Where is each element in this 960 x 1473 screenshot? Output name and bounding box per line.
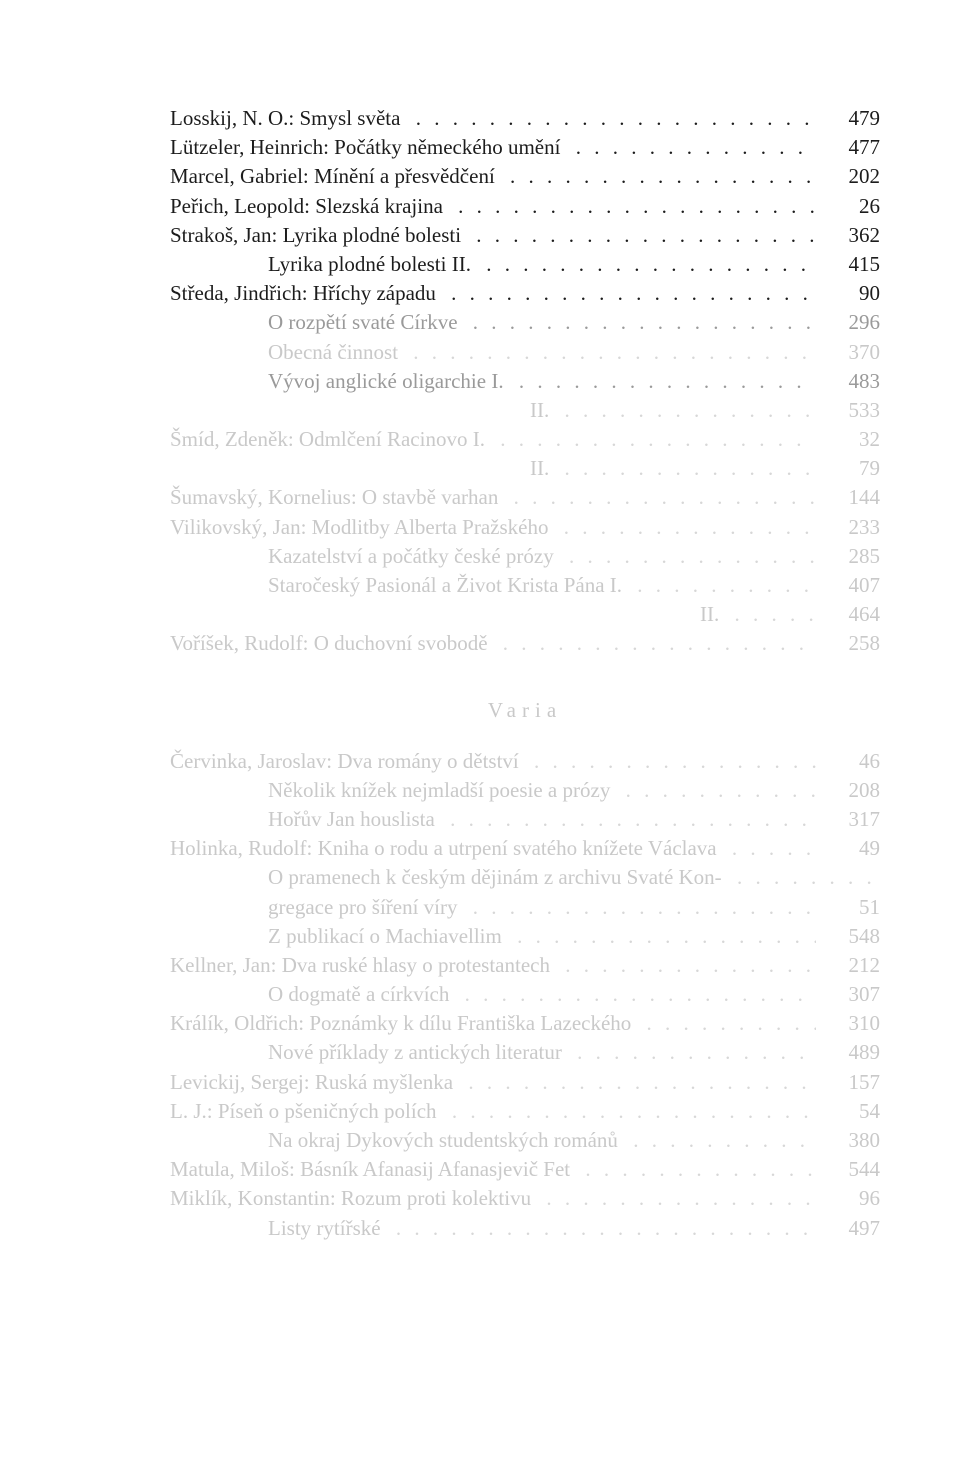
entry-title: II. (530, 456, 555, 480)
entry-title: Voříšek, Rudolf: O duchovní svobodě (170, 631, 494, 655)
page-number: 233 (820, 513, 880, 542)
page-number: 544 (820, 1155, 880, 1184)
varia-entry (170, 1184, 880, 1213)
entry-title: Hořův Jan houslista (268, 807, 441, 831)
varia-entry (170, 1097, 880, 1126)
page-number: 370 (820, 338, 880, 367)
index-entry (170, 104, 880, 133)
entry-title: II. (700, 602, 725, 626)
varia-entry (170, 805, 880, 834)
page-number: 548 (820, 922, 880, 951)
entry-title: Holinka, Rudolf: Kniha o rodu a utrpení svatého knížete Václava (170, 836, 723, 860)
page-number: 415 (820, 250, 880, 279)
page-number: 51 (820, 893, 880, 922)
page-number: 497 (820, 1214, 880, 1243)
index-listing (170, 104, 880, 1243)
entry-title: Šumavský, Kornelius: O stavbě varhan (170, 485, 504, 509)
page-number: 46 (820, 747, 880, 776)
varia-entry (170, 980, 880, 1009)
page-number: 258 (820, 629, 880, 658)
page-number: 380 (820, 1126, 880, 1155)
entry-title: Losskij, N. O.: Smysl světa (170, 106, 406, 130)
page-number: 208 (820, 776, 880, 805)
page-number: 489 (820, 1038, 880, 1067)
entry-title: II. (530, 398, 555, 422)
page-number: 32 (820, 425, 880, 454)
index-entry (170, 250, 880, 279)
index-entry (170, 279, 880, 308)
page-number: 212 (820, 951, 880, 980)
page-number: 310 (820, 1009, 880, 1038)
entry-title: Lützeler, Heinrich: Počátky německého umění (170, 135, 566, 159)
entry-title: Levickij, Sergej: Ruská myšlenka (170, 1070, 459, 1094)
index-entry (170, 338, 880, 367)
varia-entry (170, 1155, 880, 1184)
index-entry (170, 513, 880, 542)
index-entry (170, 483, 880, 512)
page-number: 285 (820, 542, 880, 571)
varia-entry (170, 863, 880, 892)
page-number: 477 (820, 133, 880, 162)
page-number: 26 (820, 192, 880, 221)
varia-entry (170, 776, 880, 805)
entry-title: Obecná činnost (268, 340, 404, 364)
varia-entry (170, 951, 880, 980)
entry-title: Kazatelství a počátky české prózy (268, 544, 560, 568)
entry-title: Vilikovský, Jan: Modlitby Alberta Pražského (170, 515, 554, 539)
index-entry (170, 600, 880, 629)
page-number: 533 (820, 396, 880, 425)
index-entry (170, 542, 880, 571)
index-entry (170, 308, 880, 337)
entry-title: Nové příklady z antických literatur (268, 1040, 568, 1064)
entry-title: Šmíd, Zdeněk: Odmlčení Racinovo I. (170, 427, 491, 451)
varia-entry (170, 1038, 880, 1067)
index-entry (170, 367, 880, 396)
index-entry (170, 221, 880, 250)
page-number: 483 (820, 367, 880, 396)
varia-entry (170, 893, 880, 922)
entry-title: Červinka, Jaroslav: Dva romány o dětství (170, 749, 525, 773)
entry-title: Kellner, Jan: Dva ruské hlasy o protestantech (170, 953, 556, 977)
page-number: 362 (820, 221, 880, 250)
entry-title: O pramenech k českým dějinám z archivu Svaté Kon- (268, 865, 728, 889)
varia-entry (170, 922, 880, 951)
entry-title: L. J.: Píseň o pšeničných polích (170, 1099, 443, 1123)
entry-title: Strakoš, Jan: Lyrika plodné bolesti (170, 223, 467, 247)
page-number: 54 (820, 1097, 880, 1126)
page-number: 49 (820, 834, 880, 863)
entry-title: Vývoj anglické oligarchie I. (268, 369, 510, 393)
page-number: 464 (820, 600, 880, 629)
page-number: 407 (820, 571, 880, 600)
varia-entry (170, 1214, 880, 1243)
entry-title: Listy rytířské (268, 1216, 387, 1240)
entry-title: Středa, Jindřich: Hříchy západu (170, 281, 442, 305)
index-entry (170, 396, 880, 425)
page-number: 157 (820, 1068, 880, 1097)
page-number: 90 (820, 279, 880, 308)
varia-entry (170, 1068, 880, 1097)
entry-title: Peřich, Leopold: Slezská krajina (170, 194, 449, 218)
entry-title: gregace pro šíření víry (268, 895, 464, 919)
index-entry (170, 629, 880, 658)
varia-entry (170, 834, 880, 863)
index-entry (170, 425, 880, 454)
page-number: 307 (820, 980, 880, 1009)
index-entry (170, 454, 880, 483)
page-number: 96 (820, 1184, 880, 1213)
entry-title: Staročeský Pasionál a Život Krista Pána I. (268, 573, 628, 597)
varia-heading: Varia (487, 697, 563, 722)
entry-title: O rozpětí svaté Církve (268, 310, 464, 334)
entry-title: Matula, Miloš: Básník Afanasij Afanasjevič Fet (170, 1157, 576, 1181)
entry-title: O dogmatě a církvích (268, 982, 455, 1006)
index-entry (170, 192, 880, 221)
page-number: 144 (820, 483, 880, 512)
varia-entry (170, 747, 880, 776)
page-number: 79 (820, 454, 880, 483)
index-entry (170, 162, 880, 191)
entry-title: Několik knížek nejmladší poesie a prózy (268, 778, 616, 802)
index-entry (170, 571, 880, 600)
entry-title: Z publikací o Machiavellim (268, 924, 508, 948)
varia-entry (170, 1126, 880, 1155)
page-number: 202 (820, 162, 880, 191)
entry-title: Králík, Oldřich: Poznámky k dílu Františka Lazeckého (170, 1011, 637, 1035)
page-number: 296 (820, 308, 880, 337)
entry-title: Na okraj Dykových studentských románů (268, 1128, 624, 1152)
entry-title: Marcel, Gabriel: Mínění a přesvědčení (170, 164, 501, 188)
page-number: 317 (820, 805, 880, 834)
page-number: 479 (820, 104, 880, 133)
varia-entry (170, 1009, 880, 1038)
index-entry (170, 133, 880, 162)
entry-title: Miklík, Konstantin: Rozum proti kolektivu (170, 1186, 537, 1210)
entry-title: Lyrika plodné bolesti II. (268, 252, 477, 276)
